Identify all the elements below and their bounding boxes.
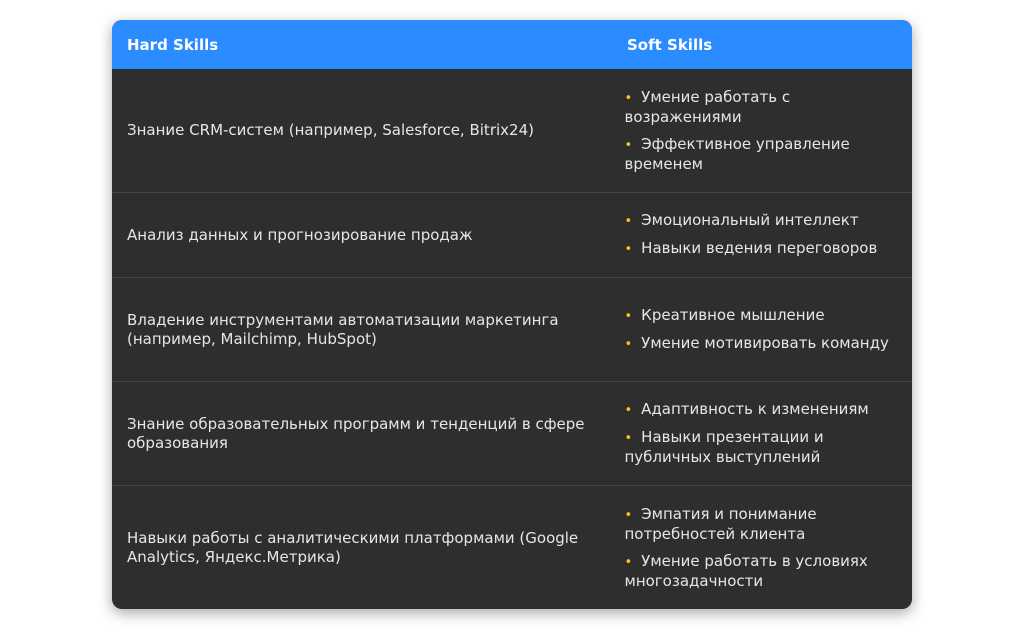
table-row (112, 486, 912, 609)
bullet-icon: • (624, 242, 633, 257)
soft-skill-text: Умение мотивировать команду (641, 333, 889, 352)
header-soft-skills: Soft Skills (627, 35, 713, 54)
hard-skill-cell: Владение инструментами автоматизации маркетинга (например, Mailchimp, HubSpot) (127, 310, 559, 348)
bullet-icon: • (624, 336, 633, 352)
soft-skill-text: Эмоциональный интеллект (641, 211, 859, 229)
soft-skill-cell (610, 505, 913, 591)
skills-table (112, 20, 912, 609)
soft-skill-cell (610, 306, 913, 354)
list-item (625, 505, 903, 544)
soft-skill-text: Креативное мышление (641, 305, 825, 324)
hard-skill-cell: Знание образовательных программ и тенденций в сфере образования (127, 414, 585, 452)
soft-skill-list (625, 306, 903, 354)
hard-skill-cell: Знание CRM-систем (например, Salesforce, Bitrix24) (127, 121, 534, 139)
soft-skill-cell (610, 400, 913, 467)
bullet-icon: • (624, 507, 633, 523)
bullet-icon: • (624, 90, 633, 106)
soft-skill-text: Навыки презентации и публичных выступлений (624, 428, 824, 466)
soft-skill-cell (610, 211, 913, 259)
table-row (112, 278, 912, 382)
list-item (625, 88, 903, 127)
list-item (625, 334, 903, 354)
header-hard-skills: Hard Skills (127, 35, 219, 54)
list-item (625, 400, 903, 420)
soft-skill-text: Эффективное управление временем (624, 134, 850, 173)
soft-skill-text: Умение работать в условиях многозадачности (624, 551, 868, 590)
soft-skill-list (625, 88, 903, 174)
list-item (625, 135, 903, 174)
table-row (112, 193, 912, 278)
table-header (112, 20, 912, 69)
table-row (112, 69, 912, 193)
list-item (625, 211, 903, 231)
table-row (112, 382, 912, 486)
soft-skill-text: Эмпатия и понимание потребностей клиента (624, 504, 817, 543)
hard-skill-cell: Анализ данных и прогнозирование продаж (127, 225, 473, 244)
soft-skill-text: Навыки ведения переговоров (641, 239, 878, 257)
bullet-icon: • (624, 137, 633, 153)
list-item (625, 428, 903, 467)
soft-skill-list (625, 400, 903, 467)
bullet-icon: • (624, 431, 633, 446)
soft-skill-list (625, 211, 903, 259)
bullet-icon: • (624, 403, 633, 418)
list-item (625, 552, 903, 591)
soft-skill-cell (610, 88, 913, 174)
soft-skill-text: Адаптивность к изменениям (641, 400, 869, 418)
bullet-icon: • (624, 214, 633, 229)
soft-skill-list (625, 505, 903, 591)
list-item (625, 239, 903, 259)
hard-skill-cell: Навыки работы с аналитическими платформами (Google Analytics, Яндекс.Метрика) (127, 528, 579, 566)
bullet-icon: • (624, 308, 633, 324)
list-item (625, 306, 903, 326)
soft-skill-text: Умение работать с возражениями (624, 87, 791, 126)
bullet-icon: • (624, 554, 633, 570)
